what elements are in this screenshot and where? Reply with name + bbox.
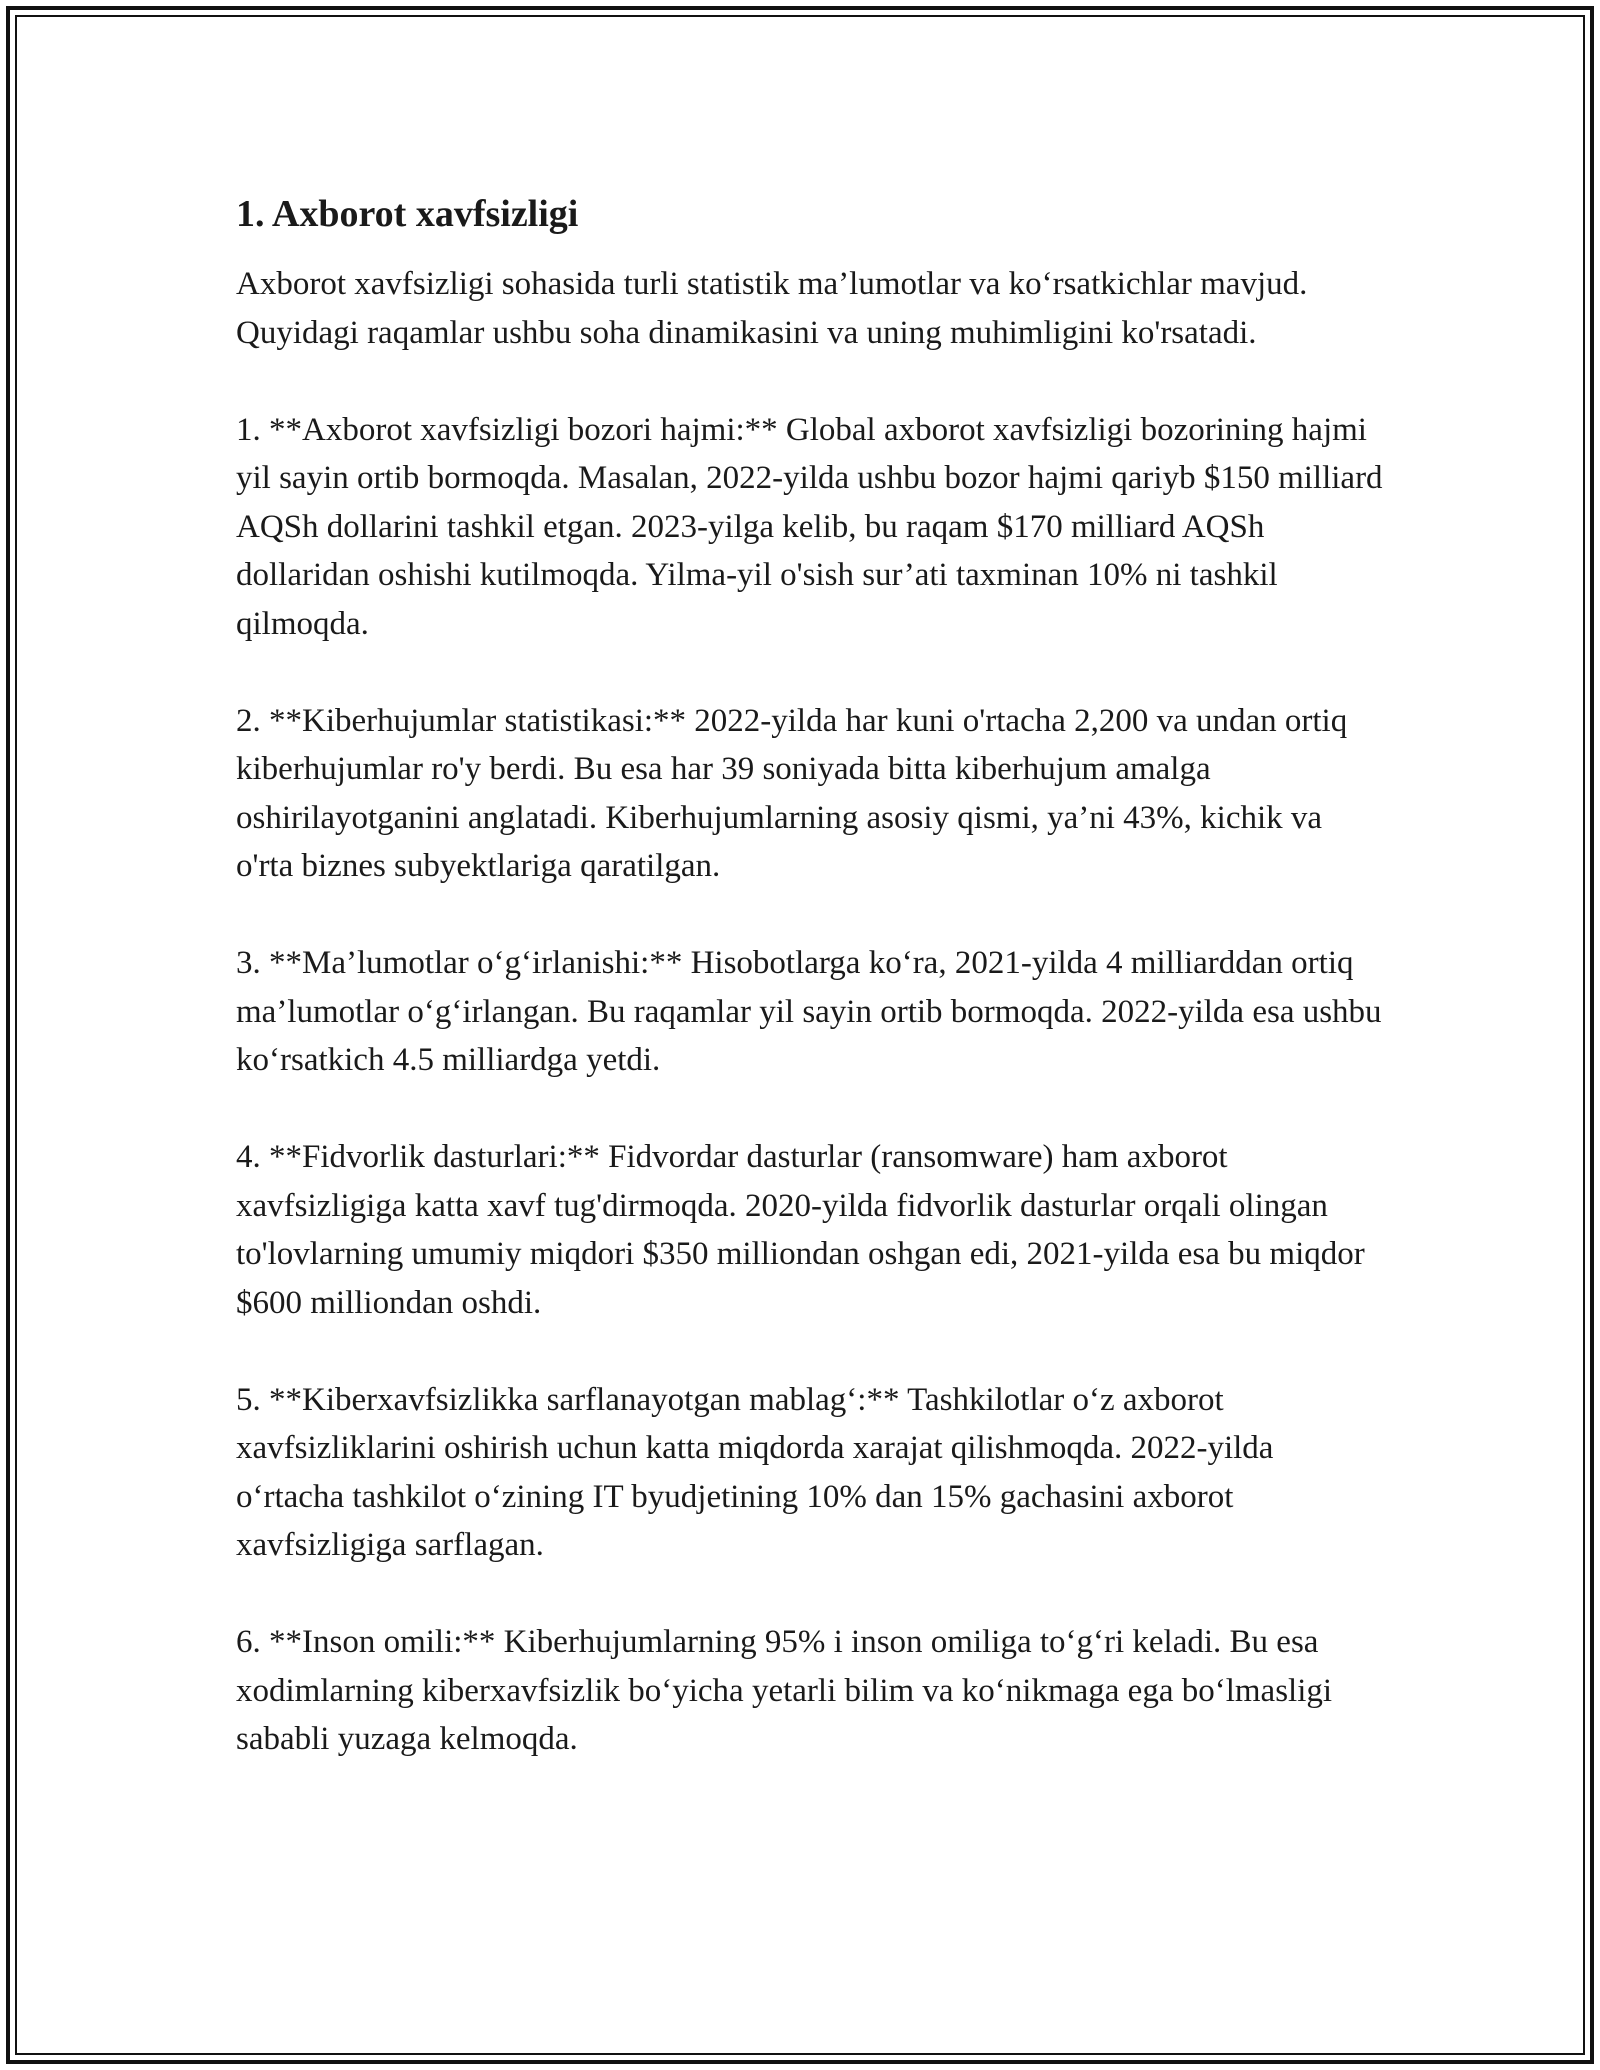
list-item-ransomware: 4. **Fidvorlik dasturlari:** Fidvordar dasturlar (ransomware) ham axborot xavfsizligiga katta xavf tug'dirmoqda. 2020-yilda fidvorlik dasturlar orqali olingan to'lovlarning umumiy miqdori $350 milliondan oshgan edi, 2021-yilda esa bu miqdor $600 milliondan oshdi. — [236, 1139, 1373, 1321]
document-body — [236, 190, 1390, 1764]
paragraph-spacer — [236, 648, 1386, 697]
paragraph-spacer — [236, 1085, 1386, 1134]
paragraph-spacer — [236, 891, 1386, 940]
section-heading: 1. Axborot xavfsizligi — [236, 193, 579, 235]
list-item-market-size: 1. **Axborot xavfsizligi bozori hajmi:** Global axborot xavfsizligi bozorining hajmi yil sayin ortib bormoqda. Masalan, 2022-yilda ushbu bozor hajmi qariyb $150 milliard AQSh dollarini tashkil etgan. 2023-yilga kelib, bu raqam $170 milliard AQSh dollaridan oshishi kutilmoqda. Yilma-yil o'sish sur’ati taxminan 10% ni tashkil qilmoqda. — [236, 411, 1389, 642]
list-item-human-factor: 6. **Inson omili:** Kiberhujumlarning 95% i inson omiliga to‘g‘ri keladi. Bu esa xodimlarning kiberxavfsizlik bo‘yicha yetarli bilim va ko‘nikmaga ega bo‘lmasligi sababli yuzaga kelmoqda. — [236, 1624, 1341, 1757]
list-item-cyberattacks: 2. **Kiberhujumlar statistikasi:** 2022-yilda har kuni o'rtacha 2,200 va undan ortiq kiberhujumlar ro'y berdi. Bu esa har 39 soniyada bitta kiberhujum amalga oshirilayotganini anglatadi. Kiberhujumlarning asosiy qismi, ya’ni 43%, kichik va o'rta biznes subyektlariga qaratilgan. — [236, 702, 1356, 884]
paragraph-spacer — [236, 1327, 1386, 1376]
paragraph-spacer — [236, 357, 1386, 406]
intro-paragraph: Axborot xavfsizligi sohasida turli statistik ma’lumotlar va ko‘rsatkichlar mavjud. Quyidagi raqamlar ushbu soha dinamikasini va uning muhimligini ko'rsatadi. — [236, 266, 1316, 351]
paragraph-spacer — [236, 1570, 1386, 1619]
list-item-data-theft: 3. **Ma’lumotlar o‘g‘irlanishi:** Hisobotlarga ko‘ra, 2021-yilda 4 milliarddan ortiq ma’lumotlar o‘g‘irlangan. Bu raqamlar yil sayin ortib bormoqda. 2022-yilda esa ushbu ko‘rsatkich 4.5 milliardga yetdi. — [236, 945, 1390, 1078]
list-item-security-spending: 5. **Kiberxavfsizlikka sarflanayotgan mablag‘:** Tashkilotlar o‘z axborot xavfsizliklarini oshirish uchun katta miqdorda xarajat qilishmoqda. 2022-yilda o‘rtacha tashkilot o‘zining IT byudjetining 10% dan 15% gachasini axborot xavfsizligiga sarflagan. — [236, 1381, 1282, 1563]
